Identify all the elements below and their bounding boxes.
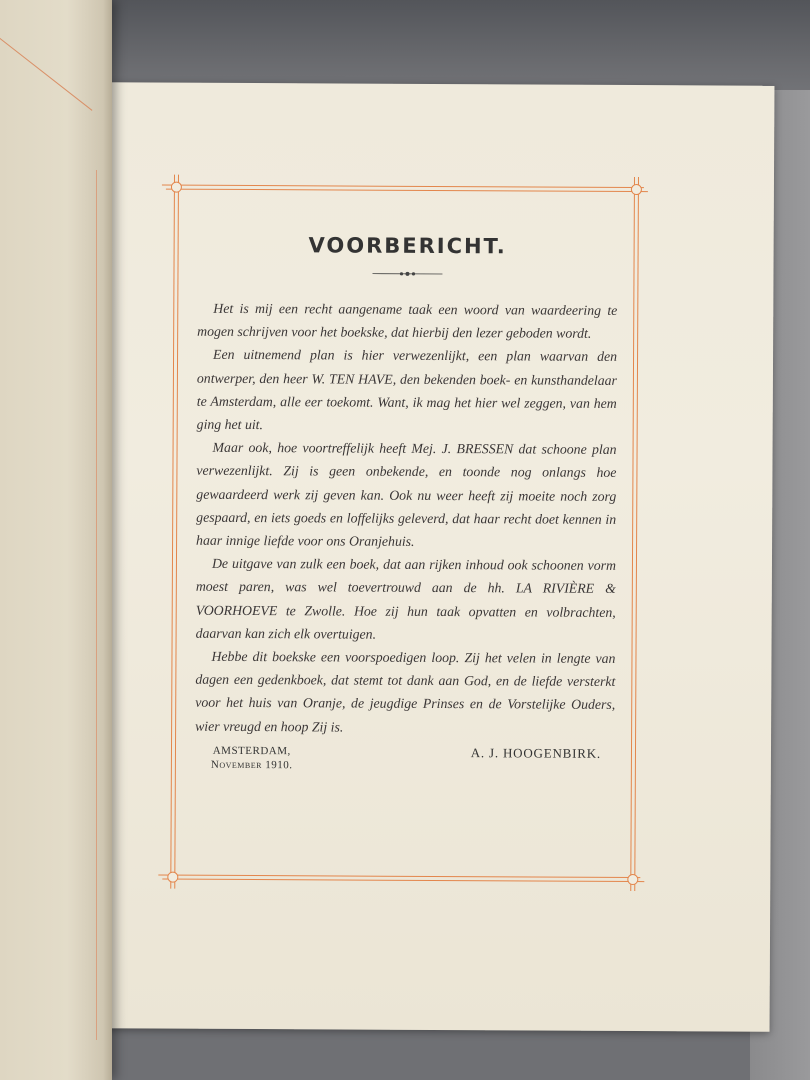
signature-date: November 1910.: [210, 758, 293, 772]
frame-rule-top-inner: [166, 189, 648, 193]
book-page: [102, 82, 775, 1031]
frame-rule-right-inner: [634, 177, 639, 891]
frame-rule-top: [162, 185, 644, 189]
page-title: VOORBERICHT.: [308, 233, 507, 259]
paragraph: De uitgave van zulk een boek, dat aan rijken inhoud ook schoonen vorm moest paren, was wel toevertrouwd aan de hh. LA RIVIÈRE & VOORHOEVE te Zwolle. Hoe zij hun taak opvatten en volbrachten, daarvan kan zich elk overtuigen.: [195, 556, 616, 642]
frame-corner-ornament: [171, 182, 182, 193]
frame-corner-ornament: [627, 874, 638, 885]
left-page-border-rule-vertical: [96, 170, 97, 1040]
frame-corner-ornament: [631, 184, 642, 195]
paragraph: Een uitnemend plan is hier verwezenlijkt, een plan waarvan den ontwerper, den heer W. TEN HAVE, den bekenden boek- en kunsthandelaar te Amsterdam, alle eer toekomt. Want, ik mag het hier wel zeggen, van hem ging het uit.: [196, 347, 618, 433]
signature-block: [195, 744, 615, 774]
paragraph: Het is mij een recht aangename taak een woord van waardeering te mogen schrijven voor het boekske, dat hierbij den lezer geboden wordt.: [197, 300, 618, 342]
preface-content: [195, 233, 618, 774]
left-page-edge: [0, 0, 112, 1080]
title-ornament-icon: [372, 270, 442, 278]
left-page-border-rule: [0, 30, 92, 111]
paragraph: Maar ook, hoe voortreffelijk heeft Mej. J. BRESSEN dat schoone plan verwezenlijkt. Zij is geen onbekende, en toonde nog onlangs hoe gewaardeerd werk zij geven kan. Ook nu weer heeft zij moeite noch zorg gespaard, en iets goeds en loffelijks geleverd, dat haar recht doet kennen in haar innige liefde voor ons Oranjehuis.: [196, 440, 617, 549]
frame-rule-left-inner: [174, 175, 179, 889]
frame-corner-ornament: [167, 872, 178, 883]
signature-author: A. J. HOOGENBIRK.: [470, 745, 602, 761]
paragraph: Hebbe dit boekske een voorspoedigen loop. Zij het velen in lengte van dagen een gedenkboek, dat stemt tot dank aan God, en de liefde versterkt voor het huis van Oranje, de jeugdige Prinses en de Vorstelijke Ouders, wier vreugd en hoop Zij is.: [195, 648, 616, 735]
frame-rule-bottom: [158, 875, 640, 879]
frame-rule-bottom-inner: [162, 879, 644, 883]
signature-place: AMSTERDAM,: [212, 744, 291, 758]
signature-place-date: [195, 744, 293, 773]
